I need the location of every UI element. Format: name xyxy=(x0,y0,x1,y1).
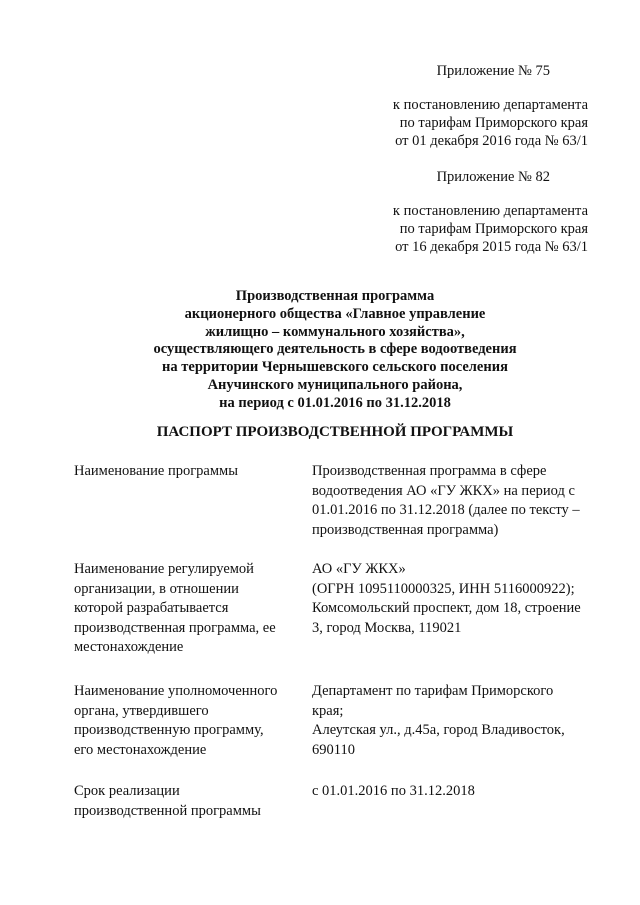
row-label xyxy=(74,682,299,760)
row-label xyxy=(74,560,299,658)
label-line: его местонахождение xyxy=(74,741,207,758)
appendix-82-title xyxy=(437,168,550,186)
program-title-line: осуществляющего деятельность в сфере водоотведения xyxy=(153,341,517,358)
program-title-line: акционерного общества «Главное управление xyxy=(184,305,486,322)
appendix-line: к постановлению департамента xyxy=(392,97,588,113)
row-value xyxy=(312,782,602,802)
label-line: производственная программа, ее xyxy=(74,619,276,636)
program-title-line: Производственная программа xyxy=(235,288,435,304)
appendix-line: от 01 декабря 2016 года № 63/1 xyxy=(395,133,588,149)
label-line: организации, в отношении xyxy=(74,580,239,597)
program-title xyxy=(80,288,590,413)
label-line: которой разрабатывается xyxy=(74,600,229,616)
value-line: АО «ГУ ЖКХ» xyxy=(312,561,406,577)
value-line: производственная программа) xyxy=(312,521,499,538)
appendix-line: к постановлению департамента xyxy=(392,203,588,219)
program-title-line: на период с 01.01.2016 по 31.12.2018 xyxy=(219,394,451,411)
label-line: производственной программы xyxy=(74,802,261,819)
value-line: с 01.01.2016 по 31.12.2018 xyxy=(312,783,475,799)
label-line: местонахождение xyxy=(74,639,184,655)
row-value xyxy=(312,462,602,540)
program-title-line: жилищно – коммунального хозяйства», xyxy=(205,323,465,340)
program-title-line: на территории Чернышевского сельского поселения xyxy=(162,359,508,376)
label-line: Наименование уполномоченного xyxy=(74,683,278,699)
label-line: Наименование программы xyxy=(74,463,238,479)
appendix-title: Приложение № 82 xyxy=(436,169,550,185)
value-line: (ОГРН 1095110000325, ИНН 5116000922); xyxy=(312,580,575,597)
appendix-line: по тарифам Приморского края xyxy=(399,115,588,131)
row-value xyxy=(312,682,602,760)
appendix-75-title xyxy=(437,62,550,80)
label-line: Срок реализации xyxy=(74,783,180,799)
value-line: Комсомольский проспект, дом 18, строение xyxy=(312,600,581,616)
label-line: Наименование регулируемой xyxy=(74,561,254,577)
label-line: производственную программу, xyxy=(74,722,264,738)
appendix-75-reference xyxy=(393,96,588,150)
value-line: Алеутская ул., д.45а, город Владивосток, xyxy=(312,722,565,738)
appendix-title: Приложение № 75 xyxy=(436,63,550,79)
label-line: органа, утвердившего xyxy=(74,702,209,719)
row-label xyxy=(74,782,299,821)
appendix-82-reference xyxy=(393,202,588,256)
program-title-line: Анучинского муниципального района, xyxy=(207,376,463,393)
row-label xyxy=(74,462,299,482)
value-line: 3, город Москва, 119021 xyxy=(312,619,462,636)
appendix-line: по тарифам Приморского края xyxy=(399,221,588,237)
value-line: края; xyxy=(312,702,344,719)
row-value xyxy=(312,560,602,638)
value-line: водоотведения АО «ГУ ЖКХ» на период с xyxy=(312,482,575,499)
value-line: 690110 xyxy=(312,741,355,758)
value-line: 01.01.2016 по 31.12.2018 (далее по тексту – xyxy=(312,502,580,518)
passport-heading: ПАСПОРТ ПРОИЗВОДСТВЕННОЙ ПРОГРАММЫ xyxy=(156,424,514,440)
appendix-line: от 16 декабря 2015 года № 63/1 xyxy=(395,239,588,255)
value-line: Департамент по тарифам Приморского xyxy=(312,683,554,699)
value-line: Производственная программа в сфере xyxy=(312,463,547,479)
